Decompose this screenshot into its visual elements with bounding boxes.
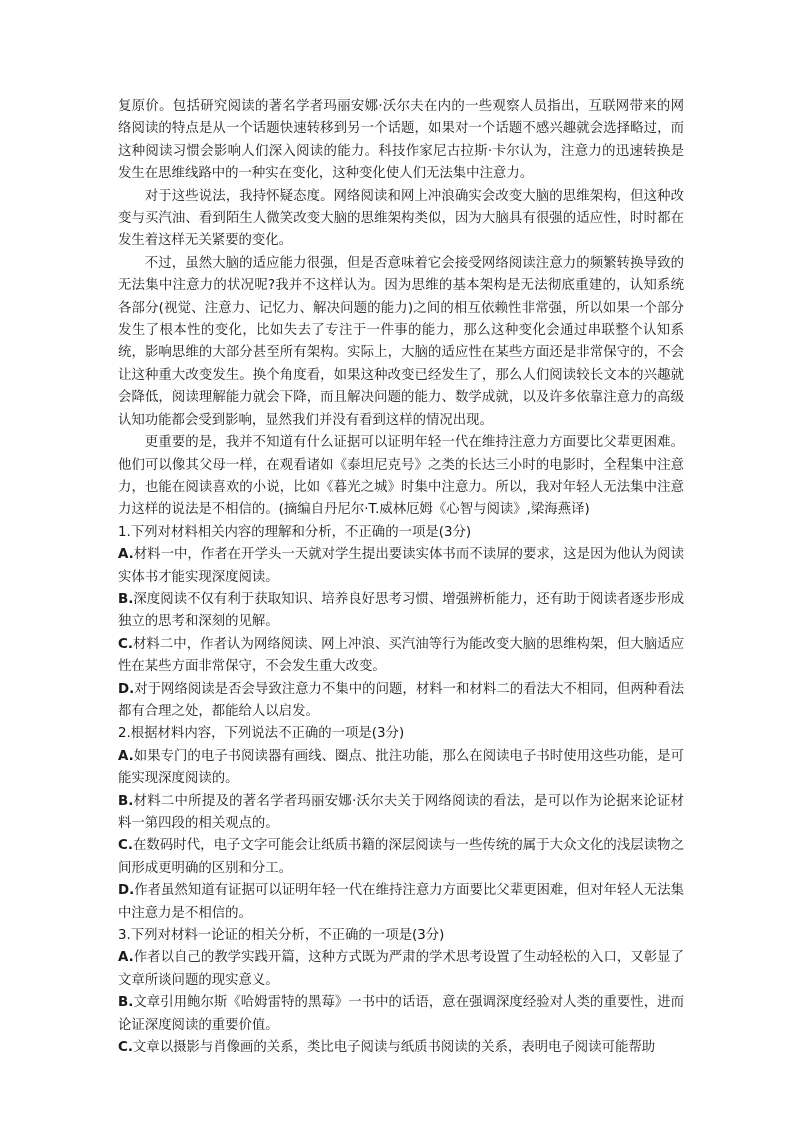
question-title: 1.下列对材料相关内容的理解和分析，不正确的一项是(3分) — [118, 524, 472, 540]
option-letter: C. — [118, 1040, 133, 1056]
option-c[interactable] — [118, 835, 684, 880]
passage-paragraph-3: 不过，虽然大脑的适应能力很强，但是否意味着它会接受网络阅读注意力的频繁转换导致的无法集中注意力的状况呢?我并不这样认为。因为思维的基本架构是无法彻底重建的，认知系统各部分(视觉、注意力、记忆力、解决问题的能力)之间的相互依赖性非常强，所以如果一个部分发生了根本性的变化，比如失去了专注于一件事的能力，那么这种变化会通过串联整个认知系统，影响思维的大部分甚至所有架构。实际上，大脑的适应性在某些方面还是非常保守的，不会让这种重大改变发生。换个角度看，如果这种改变已经发生了，那么人们阅读较长文本的兴趣就会降低，阅读理解能力就会下降，而且解决问题的能力、数学成就，以及许多依靠注意力的高级认知功能都会受到影响，显然我们并没有看到这样的情况出现。 — [118, 255, 684, 428]
question-title: 2.根据材料内容，下列说法不正确的一项是(3分) — [118, 726, 405, 742]
option-c[interactable] — [118, 1037, 684, 1059]
passage-paragraph-2: 对于这些说法，我持怀疑态度。网络阅读和网上冲浪确实会改变大脑的思维架构，但这种改变与买汽油、看到陌生人微笑改变大脑的思维架构类似，因为大脑具有很强的适应性，时时都在发生着这样无关紧要的变化。 — [118, 188, 684, 249]
option-text: 材料二中所提及的著名学者玛丽安娜·沃尔夫关于网络阅读的看法，是可以作为论据来论证材料一第四段的相关观点的。 — [118, 793, 684, 831]
question-title: 3.下列对材料一论证的相关分析，不正确的一项是(3分) — [118, 928, 445, 944]
option-a[interactable] — [118, 544, 684, 589]
question-2 — [118, 723, 684, 925]
option-letter: A. — [118, 547, 134, 563]
option-letter: B. — [118, 995, 134, 1011]
option-a[interactable] — [118, 947, 684, 992]
option-text: 材料二中，作者认为网络阅读、网上冲浪、买汽油等行为能改变大脑的思维构架，但大脑适应性在某些方面非常保守，不会发生重大改变。 — [118, 636, 684, 675]
option-text: 作者虽然知道有证据可以证明年轻一代在维持注意力方面要比父辈更困难，但对年轻人无法集中注意力是不相信的。 — [118, 883, 684, 921]
passage-paragraph-4: 更重要的是，我并不知道有什么证据可以证明年轻一代在维持注意力方面要比父辈更困难。他们可以像其父母一样，在观看诸如《泰坦尼克号》之类的长达三小时的电影时，全程集中注意力，也能在阅读喜欢的小说，比如《暮光之城》时集中注意力。所以，我对年轻人无法集中注意力这样的说法是不相信的。(摘编自丹尼尔·T.威林厄姆《心智与阅读》,梁海燕译) — [118, 435, 684, 518]
option-letter: B. — [118, 793, 134, 809]
option-text: 文章以摄影与肖像画的关系，类比电子阅读与纸质书阅读的关系，表明电子阅读可能帮助 — [132, 1040, 656, 1056]
option-text: 在数码时代，电子文字可能会让纸质书籍的深层阅读与一些传统的属于大众文化的浅层读物之间形成更明确的区别和分工。 — [118, 838, 684, 876]
question-1 — [118, 522, 684, 724]
option-b[interactable] — [118, 791, 684, 836]
option-letter: B. — [118, 591, 134, 607]
option-text: 对于网络阅读是否会导致注意力不集中的问题，材料一和材料二的看法大不相同，但两种看法都有合理之处，都能给人以启发。 — [118, 681, 684, 719]
option-d[interactable] — [118, 880, 684, 925]
option-letter: D. — [118, 681, 135, 697]
passage-paragraph-1: 复原价。包括研究阅读的著名学者玛丽安娜·沃尔夫在内的一些观察人员指出，互联网带来的网络阅读的特点是从一个话题快速转移到另一个话题，如果对一个话题不感兴趣就会选择略过，而这种阅读习惯会影响人们深入阅读的能力。科技作家尼古拉斯·卡尔认为，注意力的迅速转换是发生在思维线路中的一种实在变化，这种变化使人们无法集中注意力。 — [118, 99, 684, 182]
option-letter: A. — [118, 950, 134, 966]
passage — [118, 96, 684, 522]
option-letter: C. — [118, 838, 133, 854]
option-text: 文章引用鲍尔斯《哈姆雷特的黑莓》一书中的话语，意在强调深度经验对人类的重要性，进而论证深度阅读的重要价值。 — [118, 995, 684, 1033]
option-a[interactable] — [118, 746, 684, 791]
option-letter: A. — [118, 748, 134, 764]
document-page — [118, 96, 684, 1059]
option-b[interactable] — [118, 589, 684, 634]
option-c[interactable] — [118, 634, 684, 679]
option-text: 材料一中，作者在开学头一天就对学生提出要读实体书而不读屏的要求，这是因为他认为阅读实体书才能实现深度阅读。 — [118, 547, 684, 585]
option-letter: C. — [118, 636, 133, 652]
option-b[interactable] — [118, 992, 684, 1037]
option-d[interactable] — [118, 679, 684, 724]
option-text: 如果专门的电子书阅读器有画线、圈点、批注功能，那么在阅读电子书时使用这些功能，是可能实现深度阅读的。 — [118, 748, 684, 787]
option-letter: D. — [118, 883, 135, 899]
option-text: 深度阅读不仅有利于获取知识、培养良好思考习惯、增强辨析能力，还有助于阅读者逐步形成独立的思考和深刻的见解。 — [118, 591, 684, 630]
question-3 — [118, 925, 684, 1059]
option-text: 作者以自己的教学实践开篇，这种方式既为严肃的学术思考设置了生动轻松的入口，又彰显了文章所谈问题的现实意义。 — [118, 950, 684, 988]
